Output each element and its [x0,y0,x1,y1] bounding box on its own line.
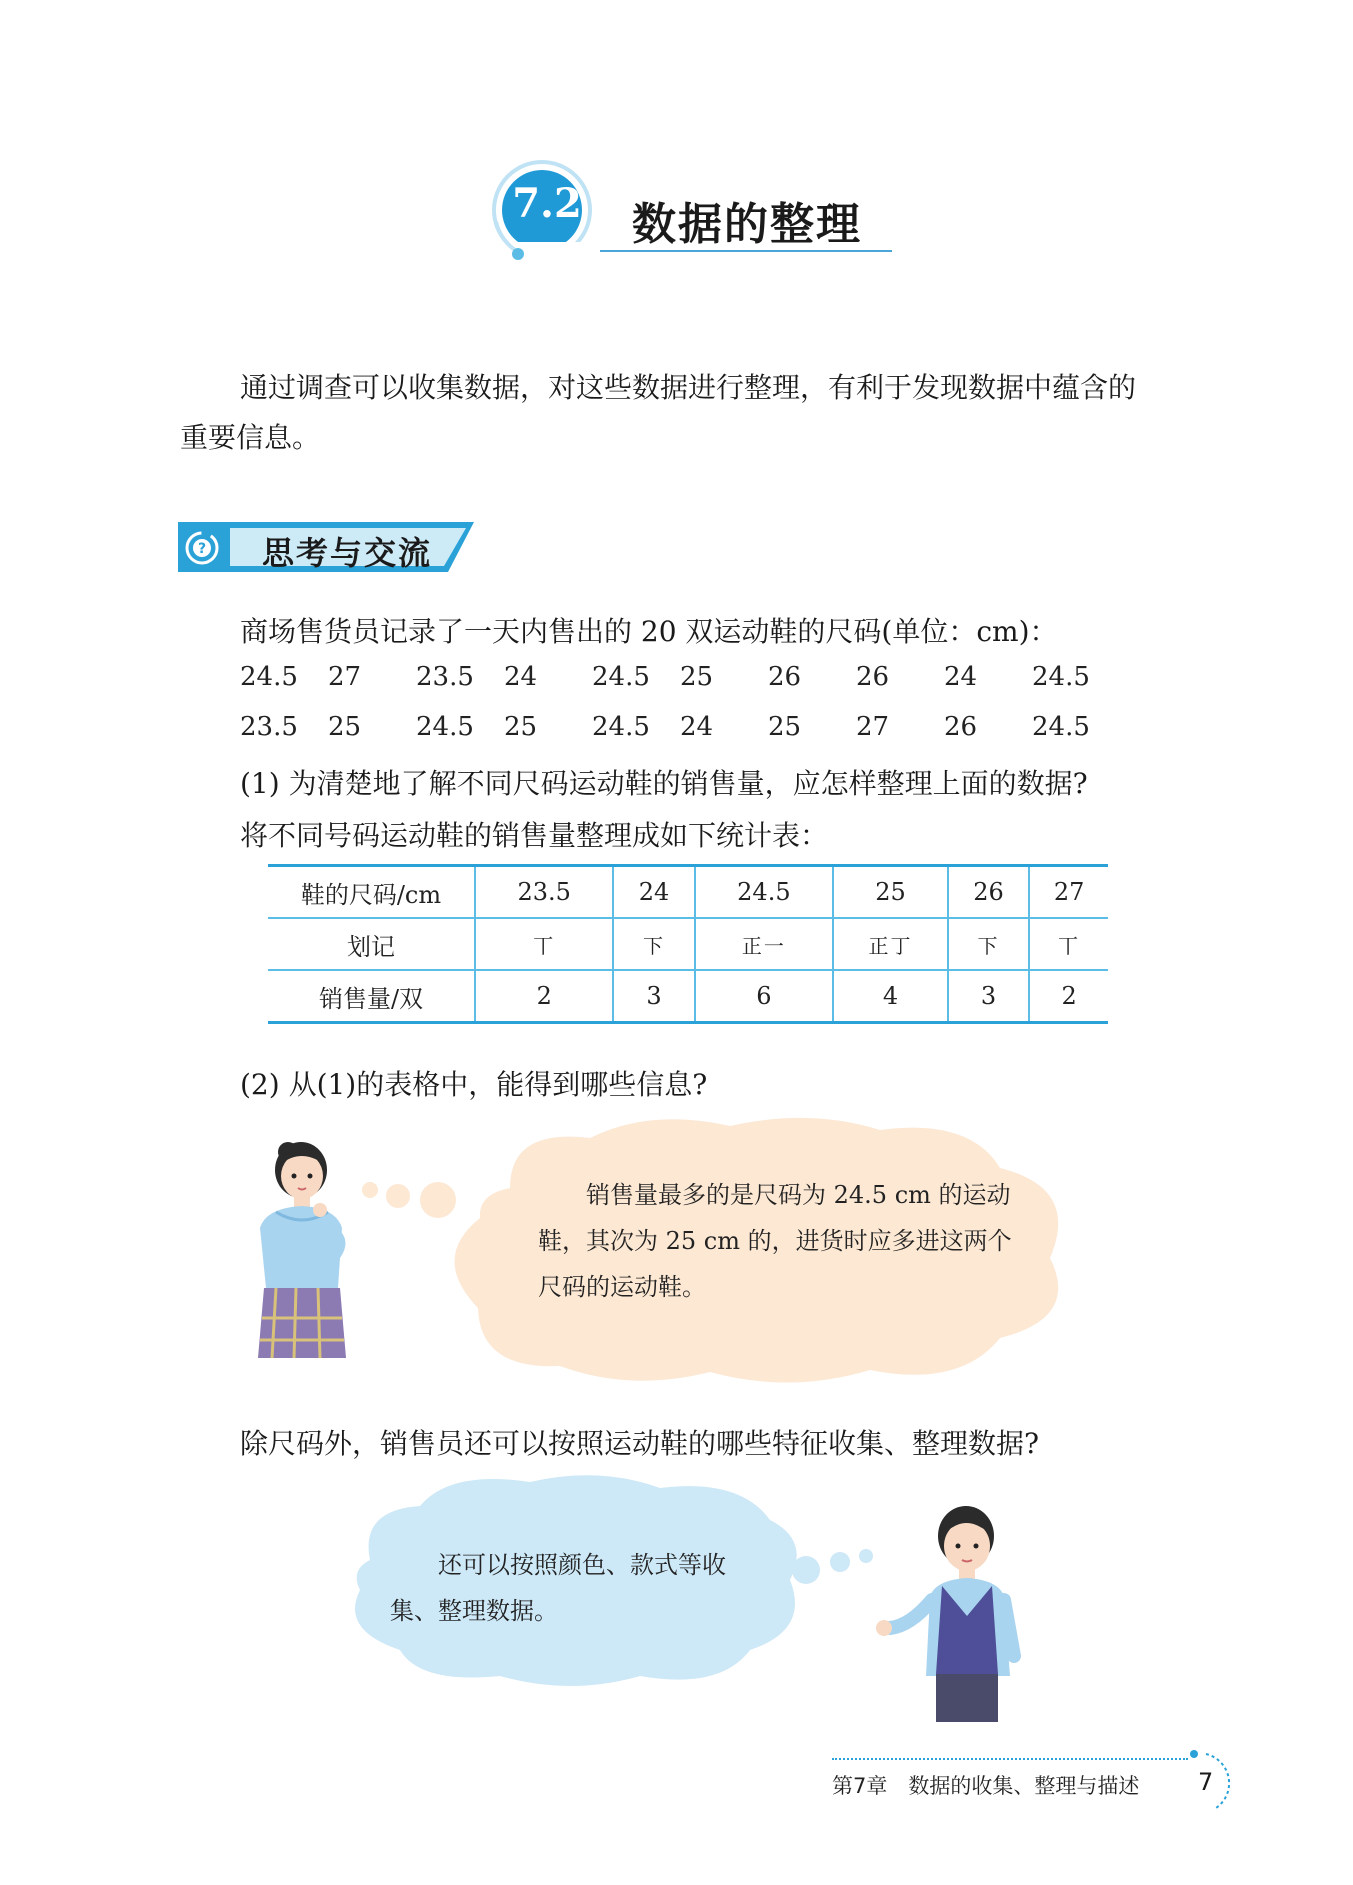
boy-illustration [870,1496,1040,1722]
sizes-row-1 [240,662,1180,692]
bubble-line: 尺码的运动鞋。 [538,1273,706,1301]
table-cell: 23.5 [475,866,613,919]
table-cell: 3 [613,970,694,1023]
title-underline [600,250,892,252]
table-cell: 2 [1029,970,1108,1023]
banner-label: 思考与交流 [262,534,433,572]
size-value: 25 [768,712,802,742]
size-value: 24 [944,662,978,692]
table-row [268,970,1108,1023]
question-1-answer: 将不同号码运动鞋的销售量整理成如下统计表： [240,819,829,852]
size-value: 26 [768,662,802,692]
table-cell: 3 [948,970,1029,1023]
table-cell: 27 [1029,866,1108,919]
question-1: (1) 为清楚地了解不同尺码运动鞋的销售量，应怎样整理上面的数据? [240,767,1088,800]
size-value: 24.5 [416,712,474,742]
table-cell: 4 [833,970,948,1023]
tally-mark: 正一 [695,918,833,970]
table-cell: 26 [948,866,1029,919]
size-value: 23.5 [240,712,298,742]
girl-illustration [236,1128,366,1378]
intro-paragraph-line1: 通过调查可以收集数据，对这些数据进行整理，有利于发现数据中蕴含的 [240,371,1137,404]
size-value: 27 [328,662,362,692]
size-value: 26 [856,662,890,692]
section-number: 7.2 [512,180,582,227]
row-header: 销售量/双 [268,970,475,1023]
size-value: 25 [504,712,538,742]
size-value: 24.5 [592,662,650,692]
table-cell: 24.5 [695,866,833,919]
size-value: 24.5 [1032,712,1090,742]
tally-mark: 下 [613,918,694,970]
size-value: 25 [328,712,362,742]
bubble-line: 集、整理数据。 [390,1597,558,1625]
problem-intro: 商场售货员记录了一天内售出的 20 双运动鞋的尺码(单位：cm)： [240,615,1058,648]
row-header: 鞋的尺码/cm [268,866,475,919]
footer-arc [1186,1746,1246,1816]
size-value: 24 [504,662,538,692]
tally-mark: 正丁 [833,918,948,970]
girl-bubble-text [538,1172,1028,1310]
size-value: 27 [856,712,890,742]
table-row [268,918,1108,970]
size-value: 24.5 [240,662,298,692]
row-header: 划记 [268,918,475,970]
table-cell: 25 [833,866,948,919]
table-cell: 24 [613,866,694,919]
section-title: 数据的整理 [632,199,862,250]
tally-table [268,864,1108,1024]
size-value: 24.5 [1032,662,1090,692]
sizes-row-2 [240,712,1180,742]
size-value: 23.5 [416,662,474,692]
tally-mark: 丅 [475,918,613,970]
svg-text:?: ? [197,541,207,557]
table-cell: 2 [475,970,613,1023]
size-value: 24.5 [592,712,650,742]
question-2: (2) 从(1)的表格中，能得到哪些信息? [240,1068,708,1101]
tally-mark: 下 [948,918,1029,970]
footer-rule [832,1758,1188,1760]
size-value: 24 [680,712,714,742]
boy-bubble-text [390,1542,770,1634]
tally-mark: 丅 [1029,918,1108,970]
size-value: 26 [944,712,978,742]
page-number: 7 [1198,1768,1214,1796]
question-3: 除尺码外，销售员还可以按照运动鞋的哪些特征收集、整理数据? [240,1427,1040,1460]
size-value: 25 [680,662,714,692]
bubble-line: 销售量最多的是尺码为 24.5 cm 的运动 [586,1181,1011,1209]
footer-chapter: 第7章 数据的收集、整理与描述 [832,1774,1140,1798]
intro-paragraph-line2: 重要信息。 [180,421,321,454]
question-cycle-icon [184,530,220,566]
table-row [268,866,1108,919]
table-cell: 6 [695,970,833,1023]
bubble-line: 还可以按照颜色、款式等收 [438,1551,726,1579]
bubble-line: 鞋，其次为 25 cm 的，进货时应多进这两个 [538,1227,1012,1255]
